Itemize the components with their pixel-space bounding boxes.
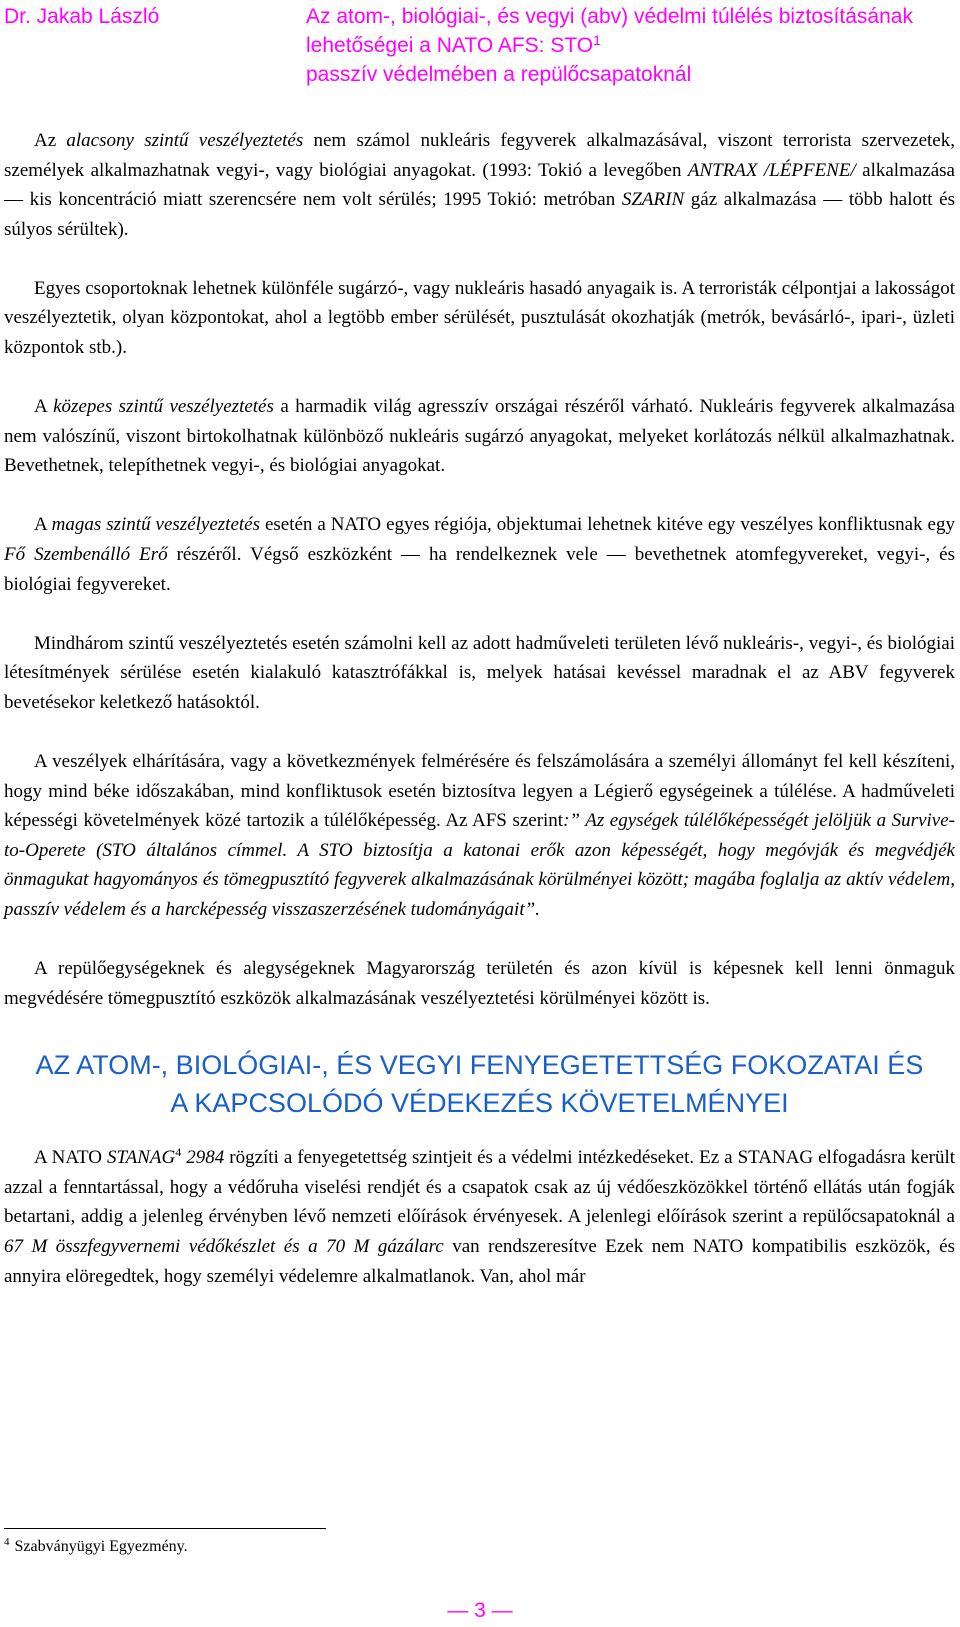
italic-term: SZARIN (621, 189, 685, 211)
text-run: A (34, 396, 54, 418)
section-heading: AZ ATOM-, BIOLÓGIAI-, ÉS VEGYI FENYEGETETTSÉG FOKOZATAI ÉS A KAPCSOLÓDÓ VÉDEKEZÉS KÖVETELMÉNYEI (35, 1050, 924, 1119)
body-text (4, 126, 955, 1291)
text-run: van rendszeresítve Ezek nem NATO kompatibilis eszközök, és annyira elöregedtek, hogy személyi védelemre alkalmatlanok. Van, ahol már (4, 1236, 955, 1287)
text-run: alkalmazása — kis koncentráció miatt szerencsére nem volt sérülés; 1995 Tokió: metróban (4, 159, 955, 211)
text-run: A veszélyek elhárítására, vagy a következmények felmérésére és felszámolására a személyi állományt fel kell készíteni, hogy mind béke időszakában, mind konfliktusok esetén biztosítva legyen a Légierő egységeinek a túlélése. A hadműveleti képességi követelmények közé tartozik a túlélőképesség. Az AFS szerint (4, 751, 955, 832)
italic-term: közepes szintű veszélyeztetés (53, 396, 274, 418)
footnote-separator (4, 1528, 326, 1529)
paragraph-stanag (4, 1143, 955, 1291)
text-run: rögzíti a fenyegetettség szintjeit és a védelmi intézkedéseket. Ez a STANAG elfogadásra került azzal a fenntartással, hogy a védőruha viselési rendjét és a csapatok csak az új védőeszközökkel történő ellátás után fogják betartani, addig a jelenleg érvényben lévő nemzeti előírások érvényesek. A jelenlegi előírások szerint a repülőcsapatoknál a (4, 1147, 955, 1228)
text-run: a harmadik világ agresszív országai részéről várható. Nukleáris fegyverek alkalmazása nem valószínű, viszont birtokolhatnak különböző nukleáris sugárzó anyagokat, melyeket korlátozás nélkül alkalmazhatnak. Bevethetnek, telepíthetnek vegyi-, és biológiai anyagokat. (4, 396, 955, 477)
footnote-ref[interactable]: 4 (175, 1145, 182, 1160)
text-run: gáz alkalmazása — több halott és súlyos sérültek). (4, 189, 955, 240)
header-title-text: Az atom-, biológiai-, és vegyi (abv) védelmi túlélés biztosításának lehetőségei a NATO AFS: STO (306, 5, 913, 57)
header-title-text-cont: passzív védelmében a repülőcsapatoknál (306, 63, 692, 86)
text-run: Az (34, 130, 67, 151)
paragraph-high-threat (4, 510, 955, 599)
paragraph-low-threat (4, 126, 955, 244)
italic-term: ANTRAX /LÉPFENE/ (687, 159, 856, 181)
text-run: A NATO (34, 1147, 107, 1169)
running-header (0, 0, 960, 100)
paragraph-groups: Egyes csoportoknak lehetnek különféle sugárzó-, vagy nukleáris hasadó anyagaik is. A terroristák célpontjai a lakosságot veszélyeztetik, olyan központokat, ahol a legtöbb ember sérülését, pusztulását okozhatják (metrók, bevásárló-, ipari-, üzleti központok stb.). (4, 277, 955, 359)
paragraph-medium-threat (4, 392, 955, 481)
italic-term: Fő Szembenálló Erő (4, 544, 168, 566)
italic-term: 2984 (181, 1147, 225, 1169)
text-run: részéről. Végső eszközként — ha rendelkeznek vele — bevethetnek atomfegyvereket, vegyi-, és biológiai fegyvereket. (4, 544, 955, 595)
italic-term: alacsony szintű veszélyeztetés (66, 130, 304, 151)
footnote-text: Szabványügyi Egyezmény. (14, 1538, 188, 1555)
footnote (4, 1536, 188, 1558)
header-title (306, 2, 956, 89)
paragraph-all-levels: Mindhárom szintű veszélyeztetés esetén számolni kell az adott hadműveleti területen lévő nukleáris-, vegyi-, és biológiai létesítmények sérülése esetén kialakuló katasztrófákkal is, melyek hatásai kevéssel maradnak el az ABV fegyverek bevetésekor keletkező hatásoktól. (4, 632, 955, 713)
italic-term: STANAG (106, 1147, 176, 1169)
header-footnote-ref[interactable]: 1 (593, 32, 601, 48)
page-number: — 3 — (447, 1599, 513, 1622)
paragraph-preparation (4, 747, 955, 925)
italic-term: magas szintű veszélyeztetés (51, 514, 260, 536)
header-author: Dr. Jakab László (4, 5, 160, 28)
footnote-number: 4 (4, 1536, 10, 1548)
text-run: esetén a NATO egyes régiója, objektumai lehetnek kitéve egy veszélyes konfliktusnak egy (259, 514, 955, 536)
text-run: nem számol nukleáris fegyverek alkalmazásával, viszont terrorista szervezetek, személyek alkalmazhatnak vegyi-, vagy biológiai anyagokat. (1993: Tokió a levegőben (4, 130, 955, 181)
italic-term: 67 M összfegyvernemi védőkészlet és a 70 M gázálarc (4, 1236, 444, 1258)
text-run: A (34, 514, 52, 536)
paragraph-self-defense: A repülőegységeknek és alegységeknek Magyarország területén és azon kívül is képesnek kell lenni önmaguk megvédésére tömegpusztító eszközök alkalmazásának veszélyeztetési körülményei között is. (4, 958, 955, 1009)
italic-quote: :” Az egységek túlélőképességét jelöljük a Survive-to-Operete (STO általános címmel. A STO biztosítja a katonai erők azon képességét, hogy megóvják és megvédjék önmagukat hagyományos és tömegpusztító fegyverek alkalmazásának körülményei között; magába foglalja az aktív védelem, passzív védelem és a harcképesség visszaszerzésének tudományágait”. (4, 810, 955, 920)
